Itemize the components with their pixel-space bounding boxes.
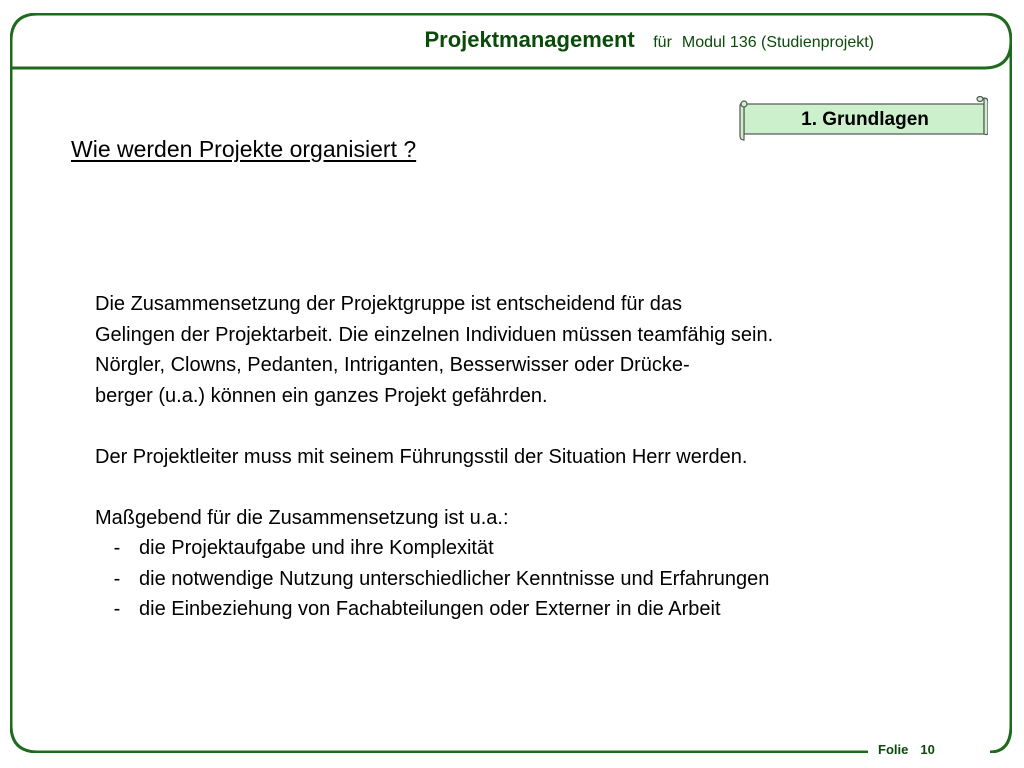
paragraph1-line: Gelingen der Projektarbeit. Die einzelnen Individuen müssen teamfähig sein. [95, 323, 774, 346]
slide-question: Wie werden Projekte organisiert ? [71, 136, 417, 162]
paragraph3-intro: Maßgebend für die Zusammensetzung ist u.a.: [95, 506, 509, 529]
paragraph1-line: Die Zusammensetzung der Projektgruppe ist entscheidend für das [95, 293, 682, 315]
slide-number: 10 [920, 742, 935, 757]
bullet-dash: - [113, 567, 121, 590]
slide-footer [874, 742, 939, 757]
list-item [95, 564, 985, 595]
section-label: 1. Grundlagen [801, 109, 929, 130]
slide-body [95, 289, 985, 625]
header-title: Projektmanagement [424, 27, 635, 52]
header-subtitle [653, 34, 874, 51]
paragraph1-line: Nörgler, Clowns, Pedanten, Intriganten, Besserwisser oder Drücke- [95, 354, 690, 376]
header-module: Modul 136 (Studienprojekt) [681, 34, 874, 51]
bullet-text: die Einbeziehung von Fachabteilungen oder Externer in die Arbeit [139, 598, 721, 620]
bullet-dash: - [113, 598, 121, 620]
bullet-text: die notwendige Nutzung unterschiedlicher Kenntnisse und Erfahrungen [139, 567, 770, 590]
paragraph2: Der Projektleiter muss mit seinem Führungsstil der Situation Herr werden. [95, 445, 748, 468]
list-item [95, 594, 985, 625]
bullet-dash: - [113, 537, 121, 559]
paragraph1-line: berger (u.a.) können ein ganzes Projekt gefährden. [95, 384, 548, 407]
slide-header [0, 27, 874, 53]
list-item [95, 533, 985, 564]
footer-label: Folie [878, 742, 909, 757]
bullet-text: die Projektaufgabe und ihre Komplexität [139, 537, 494, 559]
header-for: für [653, 34, 672, 51]
